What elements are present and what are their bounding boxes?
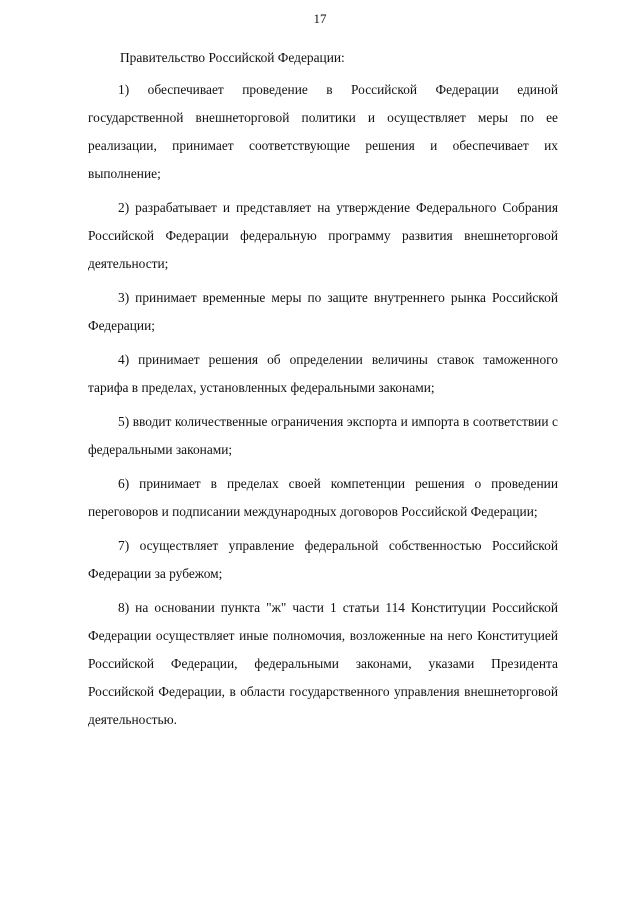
page-number: 17 [313, 11, 327, 26]
list-item: 7) осуществляет управление федеральной собственностью Российской Федерации за рубежом; [88, 538, 558, 581]
list-item: 8) на основании пункта "ж" части 1 статьи 114 Конституции Российской Федерации осуществляет иные полномочия, возложенные на него Конституцией Российской Федерации, федеральными законами, указами Президента Российской Федерации, в области государственного управления внешнеторговой деятельностью. [88, 600, 558, 727]
list-item: 1) обеспечивает проведение в Российской Федерации единой государственной внешнеторговой политики и осуществляет меры по ее реализации, принимает соответствующие решения и обеспечивает их выполнение; [88, 82, 558, 181]
list-item: 4) принимает решения об определении величины ставок таможенного тарифа в пределах, установленных федеральными законами; [88, 352, 558, 395]
list-item: 6) принимает в пределах своей компетенции решения о проведении переговоров и подписании международных договоров Российской Федерации; [88, 476, 558, 519]
list-item: 2) разрабатывает и представляет на утверждение Федерального Собрания Российской Федерации федеральную программу развития внешнеторговой деятельности; [88, 200, 558, 271]
lead-paragraph: Правительство Российской Федерации: [120, 50, 345, 65]
list-item: 5) вводит количественные ограничения экспорта и импорта в соответствии с федеральными законами; [88, 414, 558, 457]
document-body [88, 44, 558, 740]
list-item: 3) принимает временные меры по защите внутреннего рынка Российской Федерации; [88, 290, 558, 333]
